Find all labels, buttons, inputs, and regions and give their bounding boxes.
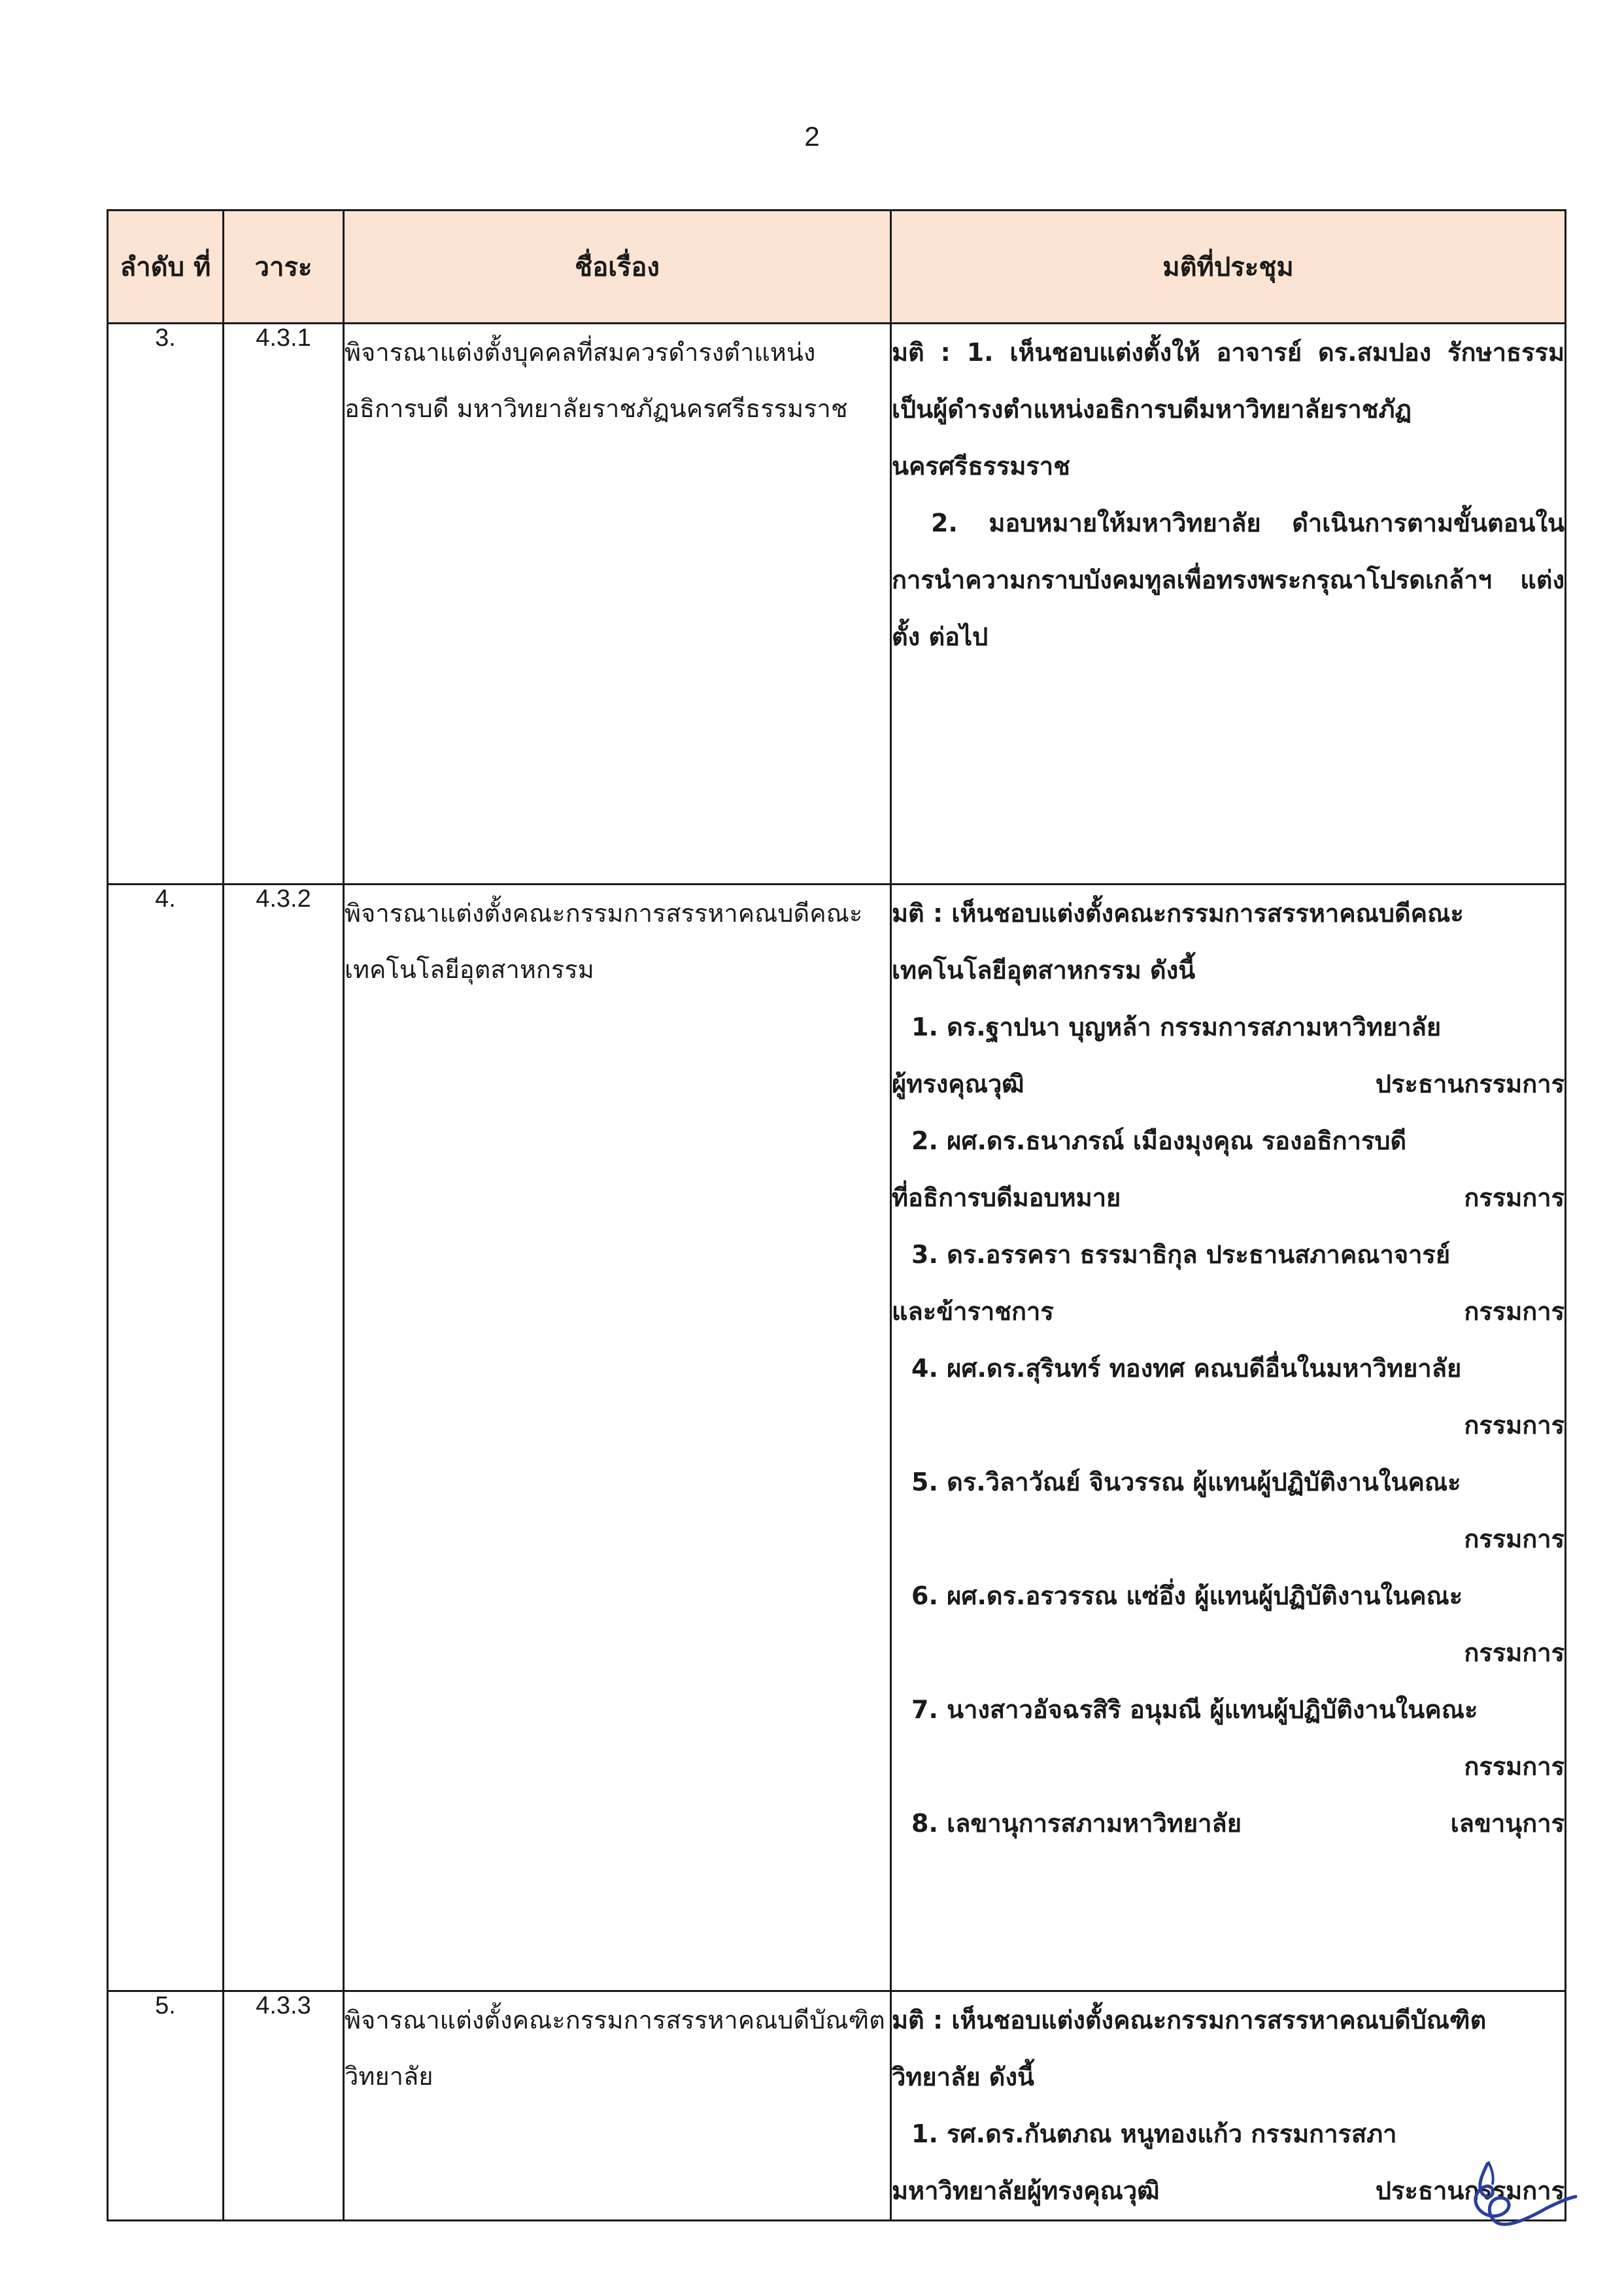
agenda-number: 4.3.1 [224, 324, 344, 885]
resolution-lead: มติ : เห็นชอบแต่งตั้งคณะกรรมการสรรหาคณบดีบัณฑิตวิทยาลัย ดังนี้ [892, 2006, 1487, 2091]
header-agenda: วาระ [224, 211, 344, 324]
member-line: 6. ผศ.ดร.อรวรรณ แซ่อึ่ง ผู้แทนผู้ปฏิบัติงานในคณะ [911, 1581, 1463, 1610]
member-role: กรรมการ [1464, 1297, 1565, 1326]
member-role-line [892, 1170, 1565, 1226]
agenda-number: 4.3.3 [224, 1991, 344, 2221]
resolution-cell [891, 885, 1566, 1991]
table-row [108, 324, 1566, 885]
member-detail: มหาวิทยาลัยผู้ทรงคุณวุฒิ [892, 2176, 1160, 2205]
member-role: กรรมการ [1464, 1752, 1565, 1781]
signature-mark [1442, 2157, 1579, 2236]
table-header-row [108, 211, 1566, 324]
member-role-line [892, 1056, 1565, 1113]
resolution-cell [891, 324, 1566, 885]
resolution-lead: มติ : 1. เห็นชอบแต่งตั้งให้ อาจารย์ ดร.สมปอง รักษาธรรม เป็นผู้ดำรงตำแหน่งอธิการบดีมหาวิทยาลัยราชภัฏนครศรีธรรมราช [892, 338, 1565, 481]
page-number: 2 [804, 121, 820, 152]
subject-text: พิจารณาแต่งตั้งบุคคลที่สมควรดำรงตำแหน่งอธิการบดี มหาวิทยาลัยราชภัฏนครศรีธรรมราช [344, 324, 891, 885]
member-line: 5. ดร.วิลาวัณย์ จินวรรณ ผู้แทนผู้ปฏิบัติงานในคณะ [911, 1468, 1461, 1496]
member-role: กรรมการ [1464, 1638, 1565, 1667]
member-line: 4. ผศ.ดร.สุรินทร์ ทองทศ คณบดีอื่นในมหาวิทยาลัย [911, 1354, 1462, 1383]
header-subject: ชื่อเรื่อง [344, 211, 891, 324]
row-number: 5. [108, 1991, 224, 2221]
minutes-table [107, 209, 1566, 2221]
subject-text: พิจารณาแต่งตั้งคณะกรรมการสรรหาคณบดีบัณฑิตวิทยาลัย [344, 1991, 891, 2221]
table-row [108, 1991, 1566, 2221]
member-role: ประธานกรรมการ [1375, 1070, 1565, 1098]
member-role: กรรมการ [1464, 1411, 1565, 1440]
member-line: 3. ดร.อรรครา ธรรมาธิกุล ประธานสภาคณาจารย์ [911, 1240, 1451, 1269]
row-number: 4. [108, 885, 224, 1991]
member-detail: ที่อธิการบดีมอบหมาย [892, 1183, 1121, 1212]
member-role-line [892, 1795, 1565, 1852]
member-role: ประธานกรรมการ [1375, 2176, 1565, 2205]
member-line: 7. นางสาวอัจฉรสิริ อนุมณี ผู้แทนผู้ปฏิบัติงานในคณะ [911, 1695, 1478, 1724]
agenda-number: 4.3.2 [224, 885, 344, 1991]
member-role: กรรมการ [1464, 1525, 1565, 1553]
resolution-item: 2. มอบหมายให้มหาวิทยาลัย ดำเนินการตามขั้นตอนในการนำความกราบบังคมทูลเพื่อทรงพระกรุณาโปรดเกล้าฯ แต่งตั้ง ต่อไป [892, 509, 1565, 651]
member-line: 2. ผศ.ดร.ธนาภรณ์ เมืองมุงคุณ รองอธิการบดี [911, 1126, 1407, 1155]
table-row [108, 885, 1566, 1991]
member-detail: 8. เลขานุการสภามหาวิทยาลัย [911, 1809, 1242, 1838]
member-line: 1. ดร.ฐาปนา บุญหล้า กรรมการสภามหาวิทยาลัย [911, 1013, 1442, 1041]
member-role-line [892, 1283, 1565, 1340]
subject-text: พิจารณาแต่งตั้งคณะกรรมการสรรหาคณบดีคณะเทคโนโลยีอุตสาหกรรม [344, 885, 891, 1991]
header-resolution: มติที่ประชุม [891, 211, 1566, 324]
row-number: 3. [108, 324, 224, 885]
resolution-lead: มติ : เห็นชอบแต่งตั้งคณะกรรมการสรรหาคณบดีคณะเทคโนโลยีอุตสาหกรรม ดังนี้ [892, 899, 1464, 985]
header-no: ลำดับ ที่ [108, 211, 224, 324]
member-role: กรรมการ [1464, 1183, 1565, 1212]
member-role: เลขานุการ [1450, 1809, 1565, 1838]
member-detail: และข้าราชการ [892, 1297, 1054, 1326]
member-line: 1. รศ.ดร.กันตภณ หนูทองแก้ว กรรมการสภา [911, 2119, 1397, 2148]
member-detail: ผู้ทรงคุณวุฒิ [892, 1070, 1024, 1098]
